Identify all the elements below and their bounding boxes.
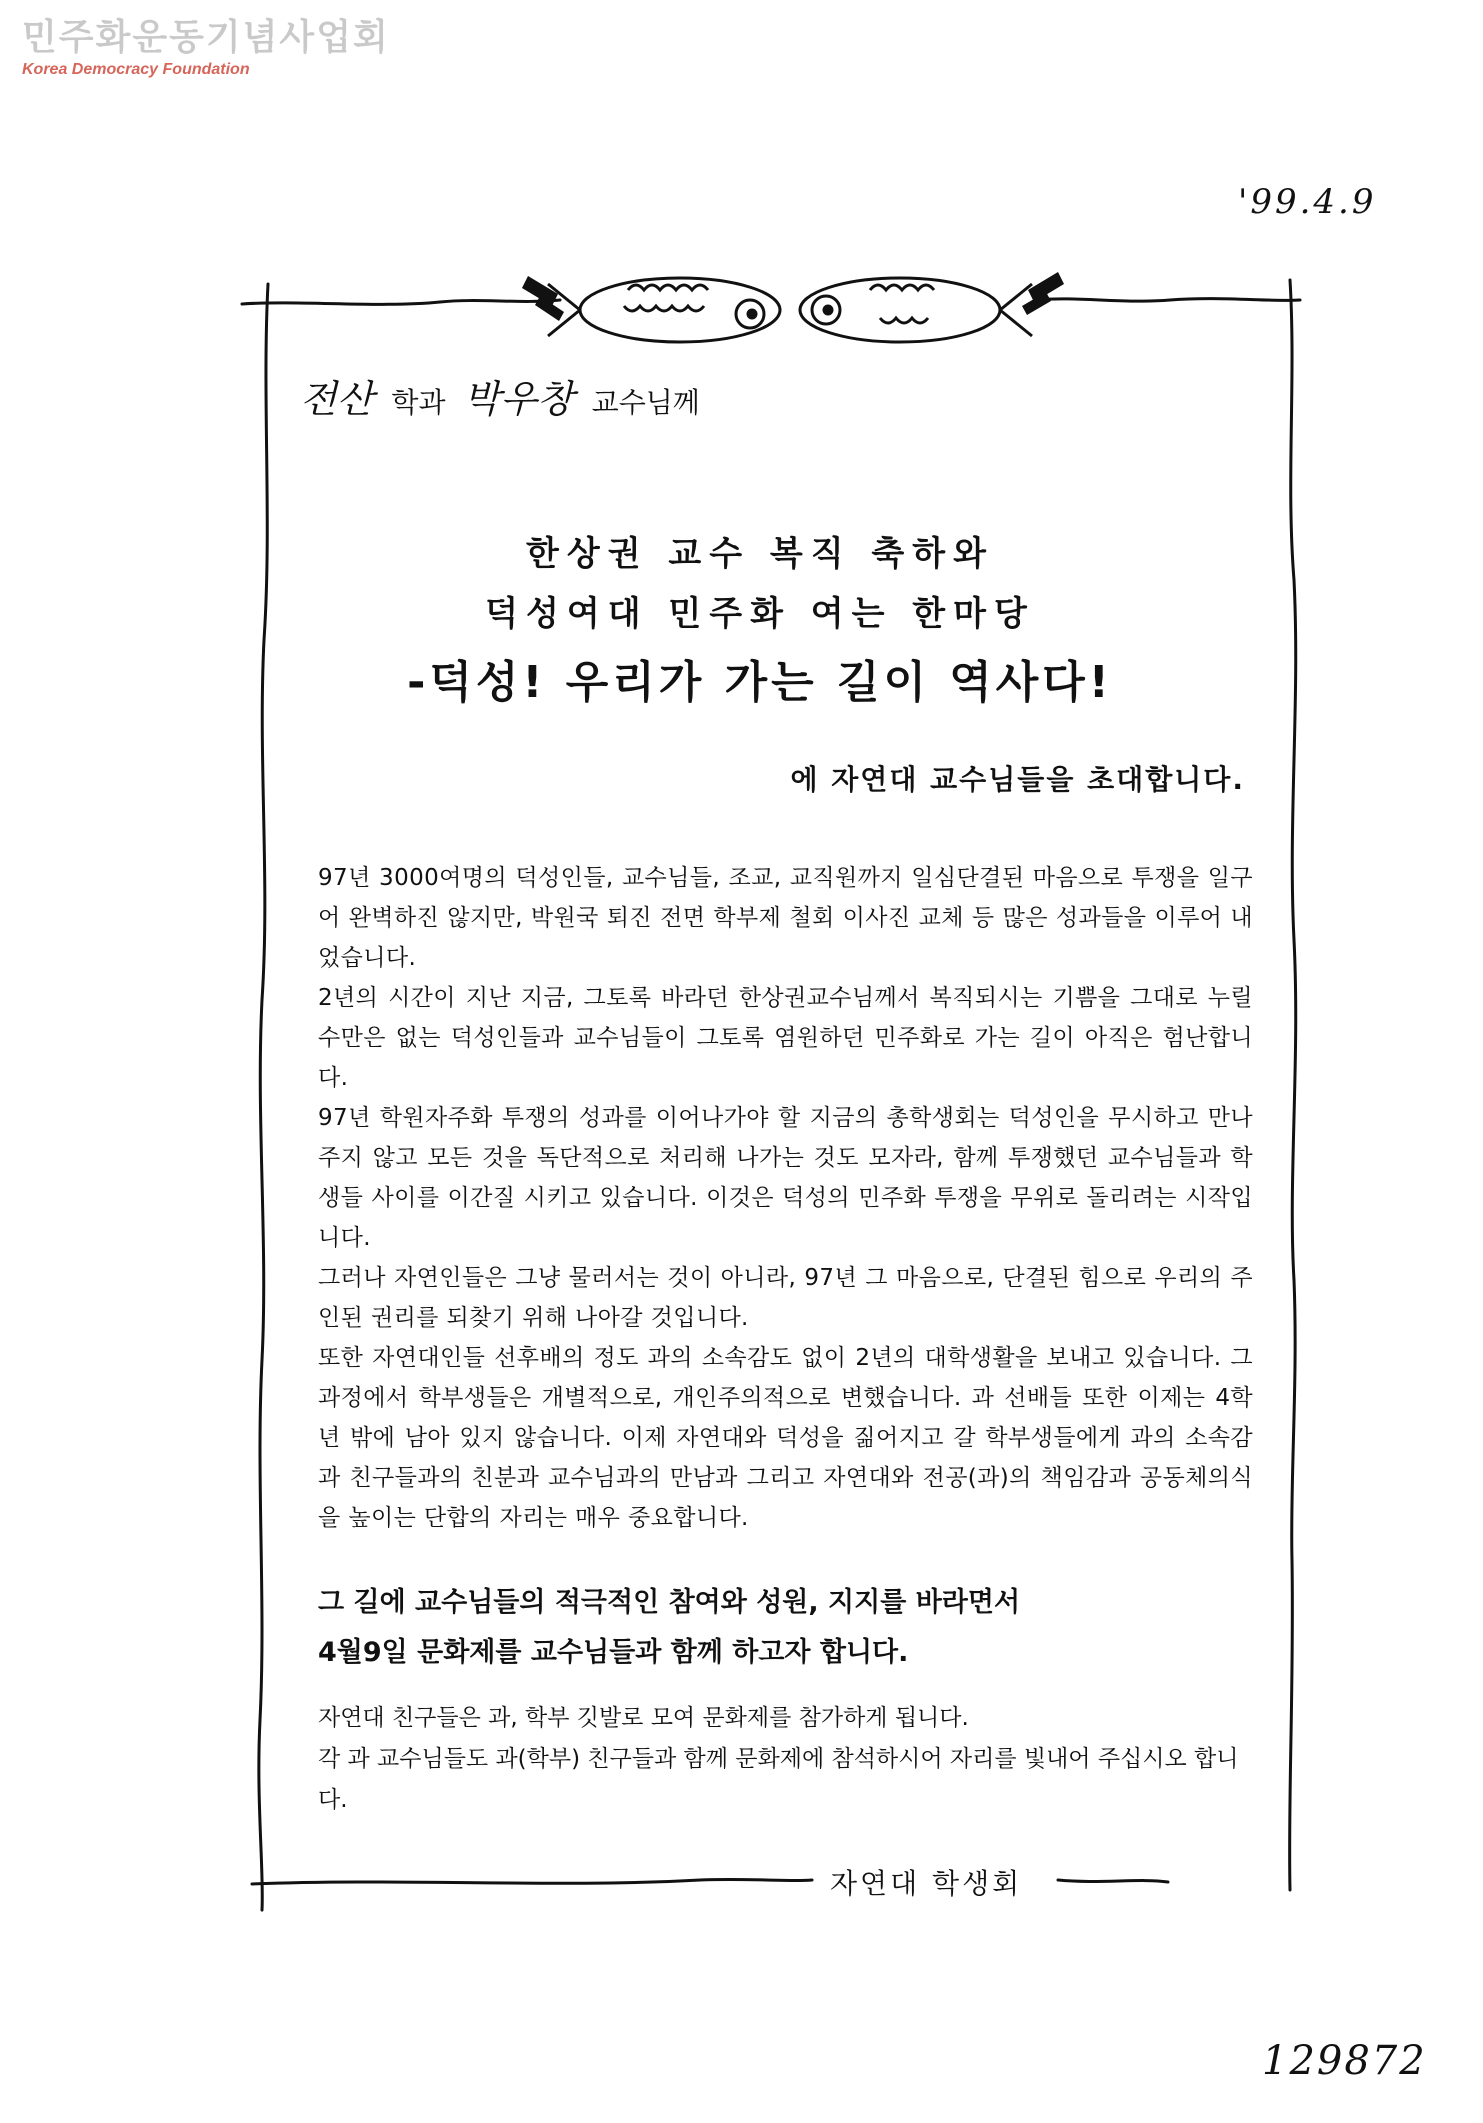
body-paragraph: 97년 학원자주화 투쟁의 성과를 이어나가야 할 지금의 총학생회는 덕성인을 무시하고 만나주지 않고 모든 것을 독단적으로 처리해 나가는 것도 모자라, 함께 투쟁했던 교수님들과 학생들 사이를 이간질 시키고 있습니다. 이것은 덕성의 민주화 투쟁을 무위로 돌리려는 시작입니다.	[318, 1105, 1253, 1251]
emphasis-block	[318, 1578, 1253, 1678]
closing-block	[318, 1698, 1253, 1821]
body-paragraph: 그러나 자연인들은 그냥 물러서는 것이 아니라, 97년 그 마음으로, 단결된 힘으로 우리의 주인된 권리를 되찾기 위해 나아갈 것입니다.	[318, 1265, 1253, 1331]
border-left	[259, 284, 268, 1910]
closing-paragraph: 자연대 친구들은 과, 학부 깃발로 모여 문화제를 참가하게 됩니다.	[318, 1705, 969, 1731]
border-top-right	[1035, 299, 1300, 302]
invitation-line: 에 자연대 교수님들을 초대합니다.	[790, 763, 1245, 796]
body-paragraph: 또한 자연대인들 선후배의 정도 과의 소속감도 없이 2년의 대학생활을 보내고 있습니다. 그 과정에서 학부생들은 개별적으로, 개인주의적으로 변했습니다. 과 선배들 또한 이제는 4학년 밖에 남아 있지 않습니다. 이제 자연대와 덕성을 짊어지고 갈 학부생들에게 과의 소속감과 친구들과의 친분과 교수님과의 만남과 그리고 자연대와 전공(과)의 책임감과 공동체의식을 높이는 단합의 자리는 매우 중요합니다.	[318, 1345, 1253, 1531]
border-bottom-left	[252, 1879, 812, 1884]
recipient-department: 전산	[300, 377, 374, 421]
watermark-english: Korea Democracy Foundation	[22, 61, 250, 78]
border-right	[1290, 280, 1296, 1890]
body-paragraph: 2년의 시간이 지난 지금, 그토록 바라던 한상권교수님께서 복직되시는 기쁨을 그대로 누릴 수만은 없는 덕성인들과 교수님들이 그토록 염원하던 민주화로 가는 길이 아직은 험난합니다.	[318, 985, 1253, 1091]
signature: 자연대 학생회	[820, 1862, 1032, 1902]
right-fish-icon	[800, 278, 1032, 342]
recipient-honorific: 교수님께	[591, 386, 700, 419]
left-fish-icon	[548, 278, 780, 342]
emphasis-line-1: 그 길에 교수님들의 적극적인 참여와 성원, 지지를 바라면서	[318, 1587, 1021, 1618]
brush-stroke-left-icon	[522, 276, 564, 321]
recipient-line	[300, 368, 700, 423]
letter-body	[318, 858, 1253, 1538]
brush-stroke-right-icon	[1022, 272, 1064, 315]
recipient-professor-name: 박우창	[463, 377, 574, 421]
title-line-1: 한상권 교수 복직 축하와	[526, 534, 994, 574]
recipient-department-suffix: 학과	[391, 386, 446, 419]
archive-number: 129872	[1262, 2038, 1427, 2084]
body-paragraph: 97년 3000여명의 덕성인들, 교수님들, 조교, 교직원까지 일심단결된 마음으로 투쟁을 일구어 완벽하진 않지만, 박원국 퇴진 전면 학부제 철회 이사진 교체 등 많은 성과들을 이루어 내었습니다.	[318, 865, 1253, 971]
watermark-korean: 민주화운동기념사업회	[22, 17, 390, 58]
border-top-left	[242, 300, 560, 304]
title-line-2: 덕성여대 민주화 여는 한마당	[485, 594, 1035, 634]
title-slogan: -덕성! 우리가 가는 길이 역사다!	[407, 657, 1113, 708]
emphasis-line-2: 4월9일 문화제를 교수님들과 함께 하고자 합니다.	[318, 1637, 909, 1668]
closing-paragraph: 각 과 교수님들도 과(학부) 친구들과 함께 문화제에 참석하시어 자리를 빛내어 주십시오 합니다.	[318, 1746, 1239, 1813]
border-bottom-right	[1058, 1880, 1168, 1882]
handwritten-date: '99.4.9	[1238, 182, 1377, 222]
